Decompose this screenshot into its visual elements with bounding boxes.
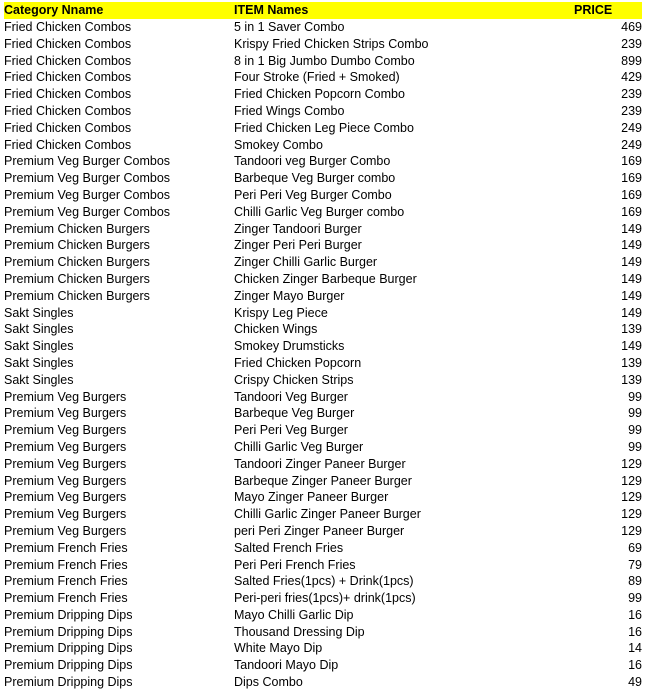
category-cell: Premium Veg Burgers (4, 473, 127, 488)
item-cell: Crispy Chicken Strips (234, 372, 354, 387)
table-row (4, 36, 642, 53)
price-cell: 139 (621, 322, 642, 337)
category-cell: Fried Chicken Combos (4, 53, 132, 68)
price-cell: 239 (621, 103, 642, 118)
item-cell: Barbeque Zinger Paneer Burger (234, 473, 412, 488)
table-row (4, 439, 642, 456)
table-row (4, 389, 642, 406)
table-row (4, 523, 642, 540)
table-row (4, 473, 642, 490)
table-row (4, 137, 642, 154)
price-cell: 99 (628, 423, 642, 438)
price-cell: 99 (628, 406, 642, 421)
category-cell: Premium Veg Burger Combos (4, 204, 171, 219)
item-cell: Tandoori veg Burger Combo (234, 154, 391, 169)
category-cell: Sakt Singles (4, 305, 74, 320)
table-row (4, 624, 642, 641)
item-cell: Fried Chicken Popcorn Combo (234, 87, 405, 102)
table-body (4, 19, 642, 691)
category-cell: Sakt Singles (4, 339, 74, 354)
table-row (4, 254, 642, 271)
item-cell: Zinger Peri Peri Burger (234, 238, 362, 253)
price-cell: 129 (621, 490, 642, 505)
table-row (4, 86, 642, 103)
item-cell: Fried Chicken Leg Piece Combo (234, 120, 414, 135)
category-cell: Premium Veg Burgers (4, 490, 127, 505)
item-cell: Salted Fries(1pcs) + Drink(1pcs) (234, 574, 414, 589)
category-cell: Fried Chicken Combos (4, 36, 132, 51)
table-row (4, 288, 642, 305)
menu-table (4, 2, 642, 691)
table-row (4, 103, 642, 120)
price-cell: 239 (621, 87, 642, 102)
category-cell: Premium Veg Burger Combos (4, 171, 171, 186)
item-cell: 8 in 1 Big Jumbo Dumbo Combo (234, 53, 415, 68)
price-cell: 149 (621, 255, 642, 270)
item-cell: peri Peri Zinger Paneer Burger (234, 523, 405, 538)
header-category: Category Nname (4, 2, 234, 19)
category-cell: Sakt Singles (4, 355, 74, 370)
item-cell: Krispy Fried Chicken Strips Combo (234, 36, 429, 51)
item-cell: Tandoori Veg Burger (234, 389, 348, 404)
table-row (4, 489, 642, 506)
price-cell: 249 (621, 137, 642, 152)
item-cell: Chilli Garlic Veg Burger combo (234, 204, 405, 219)
item-cell: Salted French Fries (234, 540, 344, 555)
table-row (4, 657, 642, 674)
table-row (4, 405, 642, 422)
table-row (4, 237, 642, 254)
price-cell: 139 (621, 372, 642, 387)
price-cell: 149 (621, 271, 642, 286)
table-row (4, 372, 642, 389)
price-cell: 149 (621, 288, 642, 303)
category-cell: Fried Chicken Combos (4, 120, 132, 135)
item-cell: Peri Peri French Fries (234, 557, 356, 572)
category-cell: Premium Veg Burgers (4, 456, 127, 471)
price-cell: 69 (628, 540, 642, 555)
header-row (4, 2, 642, 19)
category-cell: Premium Dripping Dips (4, 641, 133, 656)
table-row (4, 69, 642, 86)
item-cell: Dips Combo (234, 675, 303, 690)
category-cell: Premium Chicken Burgers (4, 288, 150, 303)
category-cell: Premium Dripping Dips (4, 607, 133, 622)
category-cell: Sakt Singles (4, 372, 74, 387)
category-cell: Premium Veg Burgers (4, 389, 127, 404)
price-cell: 129 (621, 507, 642, 522)
item-cell: Barbeque Veg Burger (234, 406, 355, 421)
category-cell: Premium French Fries (4, 574, 128, 589)
price-cell: 16 (628, 607, 642, 622)
price-cell: 16 (628, 658, 642, 673)
category-cell: Sakt Singles (4, 322, 74, 337)
item-cell: Smokey Combo (234, 137, 323, 152)
item-cell: Zinger Mayo Burger (234, 288, 345, 303)
category-cell: Premium Chicken Burgers (4, 238, 150, 253)
category-cell: Premium Veg Burgers (4, 523, 127, 538)
price-cell: 149 (621, 339, 642, 354)
table-row (4, 338, 642, 355)
price-cell: 99 (628, 439, 642, 454)
item-cell: Fried Wings Combo (234, 103, 345, 118)
table-row (4, 204, 642, 221)
price-cell: 239 (621, 36, 642, 51)
item-cell: Barbeque Veg Burger combo (234, 171, 396, 186)
item-cell: Smokey Drumsticks (234, 339, 345, 354)
table-row (4, 321, 642, 338)
table-row (4, 456, 642, 473)
price-cell: 129 (621, 456, 642, 471)
item-cell: Chilli Garlic Veg Burger (234, 439, 364, 454)
category-cell: Premium Veg Burger Combos (4, 187, 171, 202)
category-cell: Premium Veg Burger Combos (4, 154, 171, 169)
price-cell: 899 (621, 53, 642, 68)
price-cell: 169 (621, 187, 642, 202)
category-cell: Premium Veg Burgers (4, 439, 127, 454)
item-cell: Four Stroke (Fried + Smoked) (234, 70, 400, 85)
category-cell: Premium Dripping Dips (4, 658, 133, 673)
item-cell: Tandoori Zinger Paneer Burger (234, 456, 406, 471)
item-cell: White Mayo Dip (234, 641, 323, 656)
item-cell: 5 in 1 Saver Combo (234, 20, 345, 34)
price-cell: 249 (621, 120, 642, 135)
price-cell: 169 (621, 154, 642, 169)
category-cell: Fried Chicken Combos (4, 103, 132, 118)
table-row (4, 506, 642, 523)
item-cell: Fried Chicken Popcorn (234, 355, 362, 370)
item-cell: Chicken Zinger Barbeque Burger (234, 271, 417, 286)
price-cell: 469 (621, 20, 642, 34)
price-cell: 139 (621, 355, 642, 370)
item-cell: Peri-peri fries(1pcs)+ drink(1pcs) (234, 591, 416, 606)
category-cell: Premium Veg Burgers (4, 406, 127, 421)
table-row (4, 573, 642, 590)
category-cell: Fried Chicken Combos (4, 20, 132, 34)
table-row (4, 557, 642, 574)
table-row (4, 221, 642, 238)
category-cell: Premium Dripping Dips (4, 624, 133, 639)
item-cell: Mayo Zinger Paneer Burger (234, 490, 389, 505)
price-cell: 149 (621, 238, 642, 253)
header-item: ITEM Names (234, 2, 574, 19)
price-cell: 169 (621, 171, 642, 186)
table-row (4, 187, 642, 204)
price-cell: 99 (628, 591, 642, 606)
table-row (4, 607, 642, 624)
item-cell: Thousand Dressing Dip (234, 624, 365, 639)
price-cell: 49 (628, 675, 642, 690)
table-row (4, 170, 642, 187)
item-cell: Tandoori Mayo Dip (234, 658, 339, 673)
item-cell: Zinger Tandoori Burger (234, 221, 362, 236)
table-row (4, 271, 642, 288)
price-cell: 79 (628, 557, 642, 572)
category-cell: Fried Chicken Combos (4, 137, 132, 152)
table-row (4, 53, 642, 70)
price-cell: 429 (621, 70, 642, 85)
table-row (4, 674, 642, 691)
category-cell: Premium French Fries (4, 557, 128, 572)
item-cell: Chilli Garlic Zinger Paneer Burger (234, 507, 421, 522)
category-cell: Fried Chicken Combos (4, 70, 132, 85)
table-row (4, 540, 642, 557)
category-cell: Premium Veg Burgers (4, 507, 127, 522)
table-row (4, 640, 642, 657)
item-cell: Zinger Chilli Garlic Burger (234, 255, 378, 270)
category-cell: Premium Dripping Dips (4, 675, 133, 690)
category-cell: Premium Veg Burgers (4, 423, 127, 438)
table-header (4, 2, 642, 19)
price-cell: 89 (628, 574, 642, 589)
table-row (4, 120, 642, 137)
header-price: PRICE (574, 2, 642, 19)
item-cell: Peri Peri Veg Burger Combo (234, 187, 392, 202)
price-cell: 99 (628, 389, 642, 404)
table-row (4, 590, 642, 607)
category-cell: Premium French Fries (4, 591, 128, 606)
category-cell: Premium Chicken Burgers (4, 271, 150, 286)
category-cell: Fried Chicken Combos (4, 87, 132, 102)
table-row (4, 153, 642, 170)
item-cell: Peri Peri Veg Burger (234, 423, 348, 438)
item-cell: Chicken Wings (234, 322, 318, 337)
table-row (4, 305, 642, 322)
price-cell: 129 (621, 523, 642, 538)
item-cell: Krispy Leg Piece (234, 305, 328, 320)
category-cell: Premium French Fries (4, 540, 128, 555)
price-cell: 16 (628, 624, 642, 639)
table-row (4, 422, 642, 439)
price-cell: 169 (621, 204, 642, 219)
price-cell: 149 (621, 305, 642, 320)
item-cell: Mayo Chilli Garlic Dip (234, 607, 354, 622)
price-cell: 129 (621, 473, 642, 488)
price-cell: 149 (621, 221, 642, 236)
category-cell: Premium Chicken Burgers (4, 255, 150, 270)
price-cell: 14 (628, 641, 642, 656)
table-row (4, 19, 642, 36)
table-row (4, 355, 642, 372)
category-cell: Premium Chicken Burgers (4, 221, 150, 236)
